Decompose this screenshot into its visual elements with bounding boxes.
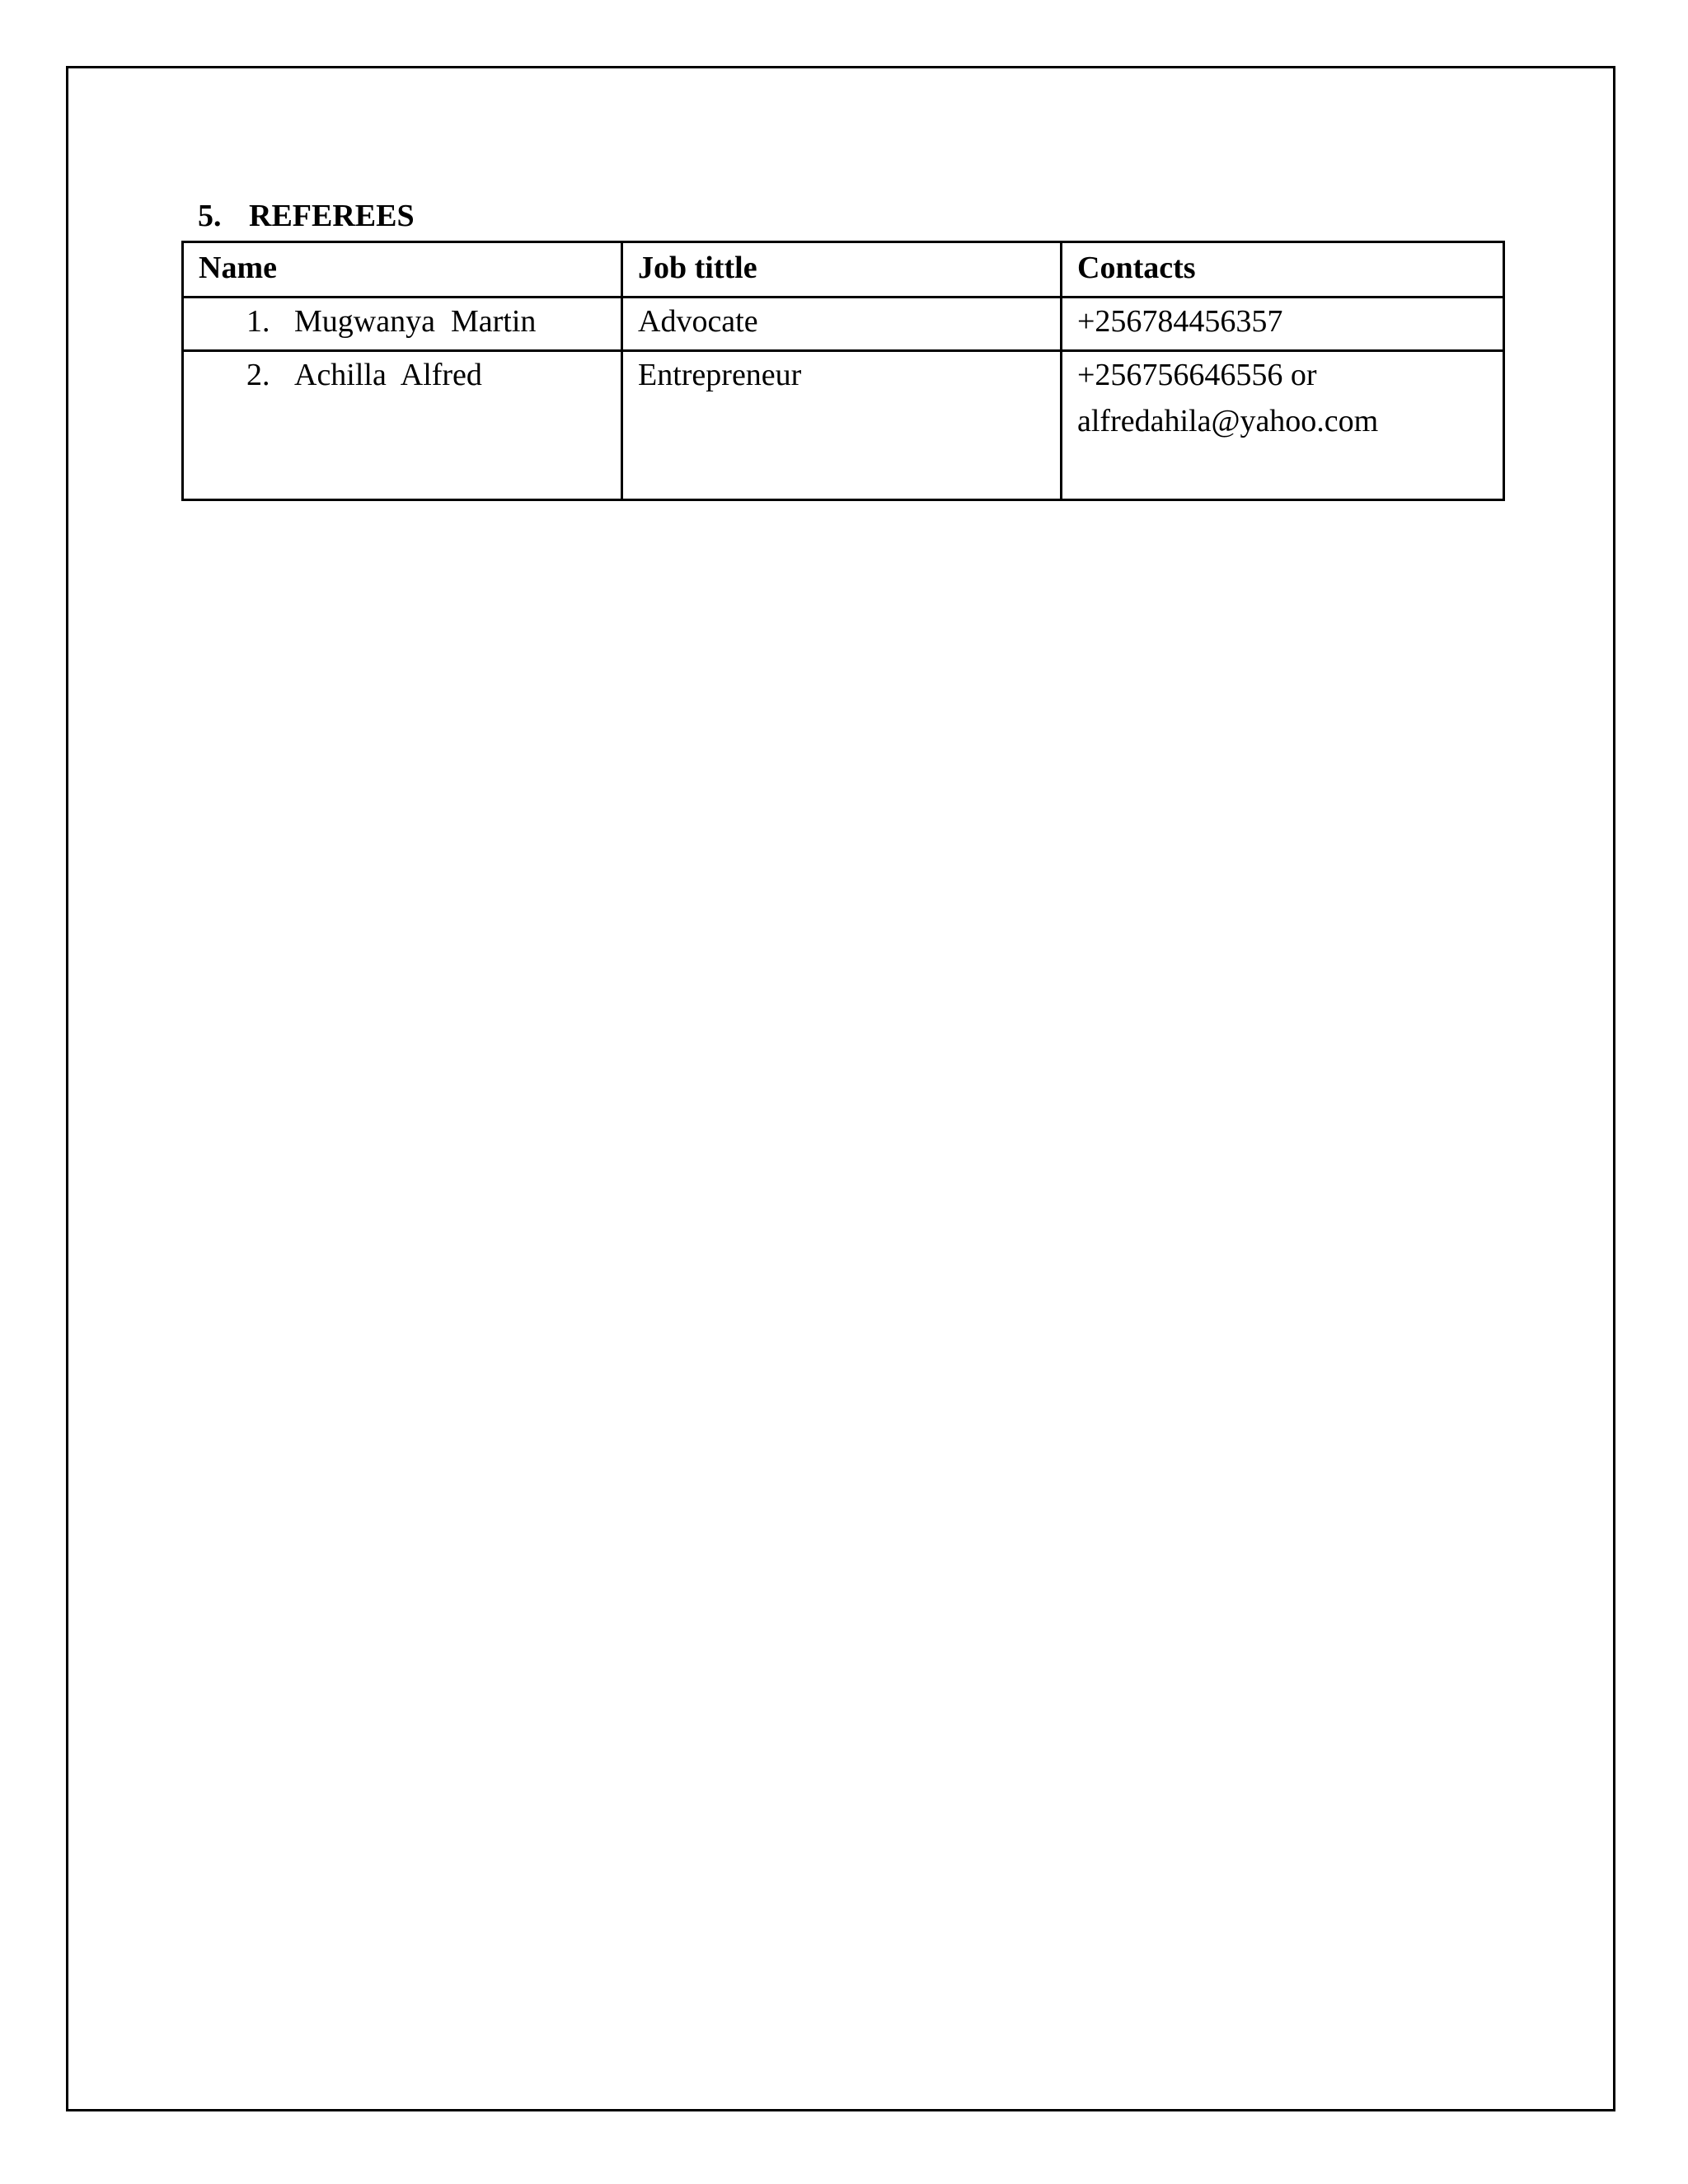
referee-name: Achilla Alfred [294, 358, 482, 392]
referee-phone: +256756646556 or [1077, 358, 1317, 392]
table-row [183, 351, 1504, 500]
header-contacts: Contacts [1062, 242, 1504, 298]
referee-name-cell [183, 351, 622, 500]
header-job-title: Job tittle [622, 242, 1062, 298]
referee-name-cell [183, 298, 622, 351]
section-number: 5. [198, 199, 222, 233]
referees-table [181, 241, 1505, 501]
referee-job-title: Entrepreneur [622, 351, 1062, 500]
referee-index: 2. [246, 358, 270, 392]
section-title: REFEREES [249, 199, 415, 233]
referee-name: Mugwanya Martin [294, 304, 537, 339]
table-header-row [183, 242, 1504, 298]
referee-contacts-cell [1062, 298, 1504, 351]
referee-contacts-cell [1062, 351, 1504, 500]
section-heading [198, 196, 415, 236]
referee-index: 1. [246, 304, 270, 339]
referee-phone: +256784456357 [1077, 304, 1283, 339]
header-name: Name [183, 242, 622, 298]
referee-email: alfredahila@yahoo.com [1077, 404, 1379, 438]
table-row [183, 298, 1504, 351]
referee-job-title: Advocate [622, 298, 1062, 351]
